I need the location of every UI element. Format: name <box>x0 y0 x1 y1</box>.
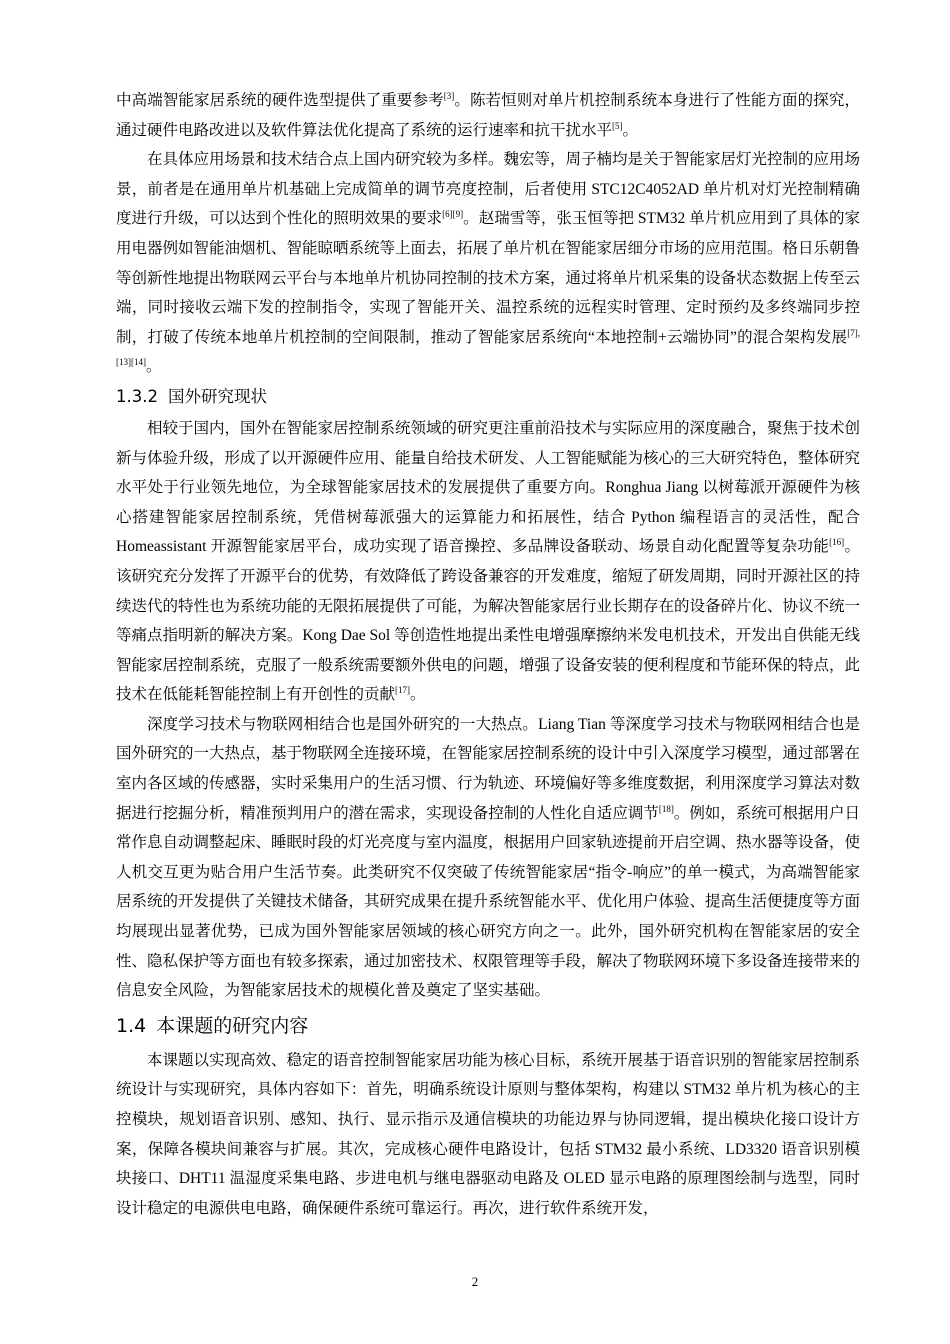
text: 深度学习技术与物联网相结合也是国外研究的一大热点。Liang Tian 等深度学习技术与物联网相结合也是国外研究的一大热点，基于物联网全连接环境，在智能家居控制系统的设计中引入深度学习模型，通过部署在室内各区域的传感器，实时采集用户的生活习惯、行为轨迹、环境偏好等多维度数据，利用深度学习算法对数据进行挖掘分析，精准预判用户的潜在需求，实现设备控制的人性化自适应调节 <box>116 715 861 822</box>
section-number: 1.3.2 <box>116 386 158 406</box>
citation: [7],[13][14] <box>116 327 860 368</box>
text: 。 <box>622 121 639 139</box>
text: 在具体应用场景和技术结合点上国内研究较为多样。魏宏等，周子楠均是关于智能家居灯光控制的应用场景，前者是在通用单片机基础上完成简单的调节亮度控制，后者使用 STC12C4052AD 单片机对灯光控制精确度进行升级，可以达到个性化的照明效果的要求 <box>116 151 861 228</box>
text: 。赵瑞雪等，张玉恒等把 STM32 单片机应用到了具体的家用电器例如智能油烟机、智能晾晒系统等上面去，拓展了单片机在智能家居细分市场的应用范围。格日乐朝鲁等创新性地提出物联网云平台与本地单片机协同控制的技术方案，通过将单片机采集的设备状态数据上传至云端，同时接收云端下发的控制指令，实现了智能开关、温控系统的远程实时管理、定时预约及多终端同步控制，打破了传统本地单片机控制的空间限制，推动了智能家居系统向“本地控制+云端协同”的混合架构发展 <box>116 210 861 346</box>
text: 相较于国内，国外在智能家居控制系统领域的研究更注重前沿技术与实际应用的深度融合，聚焦于技术创新与体验升级，形成了以开源硬件应用、能量自给技术研发、人工智能赋能为核心的三大研究特色，整体研究水平处于行业领先地位，为全球智能家居技术的发展提供了重要方向。Ronghua Jiang 以树莓派开源硬件为核心搭建智能家居控制系统，凭借树莓派强大的运算能力和拓展性，结合 Python 编程语言的灵活性，配合 Homeassistant 开源智能家居平台，成功实现了语音操控、多品牌设备联动、场景自动化配置等复杂功能 <box>116 419 861 556</box>
text: 。该研究充分发挥了开源平台的优势，有效降低了跨设备兼容的开发难度，缩短了研发周期，同时开源社区的持续迭代的特性也为系统功能的无限拓展提供了可能，为解决智能家居行业长期存在的设备碎片化、协议不统一等痛点指明新的解决方案。Kong Dae Sol 等创造性地提出柔性电增强摩擦纳米发电机技术，开发出自供能无线智能家居控制系统，克服了一般系统需要额外供电的问题，增强了设备安装的便利程度和节能环保的特点，此技术在低能耗智能控制上有开创性的贡献 <box>116 538 861 704</box>
citation: [5] <box>612 120 623 131</box>
paragraph-deep-learning <box>116 710 860 1006</box>
citation: [16] <box>829 537 845 548</box>
citation: [3] <box>443 91 455 101</box>
paragraph-domestic-applications <box>116 145 860 382</box>
page-number: 2 <box>471 1274 479 1289</box>
section-heading-1-3-2 <box>116 384 860 410</box>
page-body <box>116 86 860 1223</box>
paragraph-foreign-research <box>116 414 860 710</box>
section-number: 1.4 <box>116 1014 147 1037</box>
section-title: 国外研究现状 <box>167 386 267 406</box>
text: 中高端智能家居系统的硬件选型提供了重要参考 <box>116 92 444 109</box>
text: 。陈若恒则对单片机控制系统本身进行了性能方面的探究，通过硬件电路改进以及软件算法优化提高了系统的运行速率和抗干扰水平 <box>116 92 860 139</box>
text: 本课题以实现高效、稳定的语音控制智能家居功能为核心目标，系统开展基于语音识别的智能家居控制系统设计与实现研究，具体内容如下：首先，明确系统设计原则与整体架构，构建以 STM32 单片机为核心的主控模块，规划语音识别、感知、执行、显示指示及通信模块的功能边界与协同逻辑，提出模块化接口设计方案，保障各模块间兼容与扩展。其次，完成核心硬件电路设计，包括 STM32 最小系统、LD3320 语音识别模块接口、DHT11 温湿度采集电路、步进电机与继电器驱动电路及 OLED 显示电路的原理图绘制与选型，同时设计稳定的电源供电电路，确保硬件系统可靠运行。再次，进行软件系统开发， <box>116 1051 861 1217</box>
text: 。例如，系统可根据用户日常作息自动调整起床、睡眠时段的灯光亮度与室内温度，根据用户回家轨迹提前开启空调、热水器等设备，使人机交互更为贴合用户生活节奏。此类研究不仅突破了传统智能家居“指令-响应”的单一模式，为高端智能家居系统的开发提供了关键技术储备，其研究成果在提升系统智能水平、优化用户体验、提高生活便捷度等方面均展现出显著优势，已成为国外智能家居领域的核心研究方向之一。此外，国外研究机构在智能家居的安全性、隐私保护等方面也有较多探索，通过加密技术、权限管理等手段，解决了物联网环境下多设备连接带来的信息安全风险，为智能家居技术的规模化普及奠定了坚实基础。 <box>116 804 861 1000</box>
citation: [18] <box>658 803 674 814</box>
citation: [17] <box>395 685 411 696</box>
text: 。 <box>410 686 426 704</box>
paragraph-research-content <box>116 1046 860 1224</box>
section-title: 本课题的研究内容 <box>156 1014 309 1037</box>
paragraph-domestic-research-end <box>116 86 860 145</box>
section-heading-1-4 <box>116 1012 860 1040</box>
text: 。 <box>146 358 162 376</box>
citation: [6][9] <box>442 209 464 220</box>
